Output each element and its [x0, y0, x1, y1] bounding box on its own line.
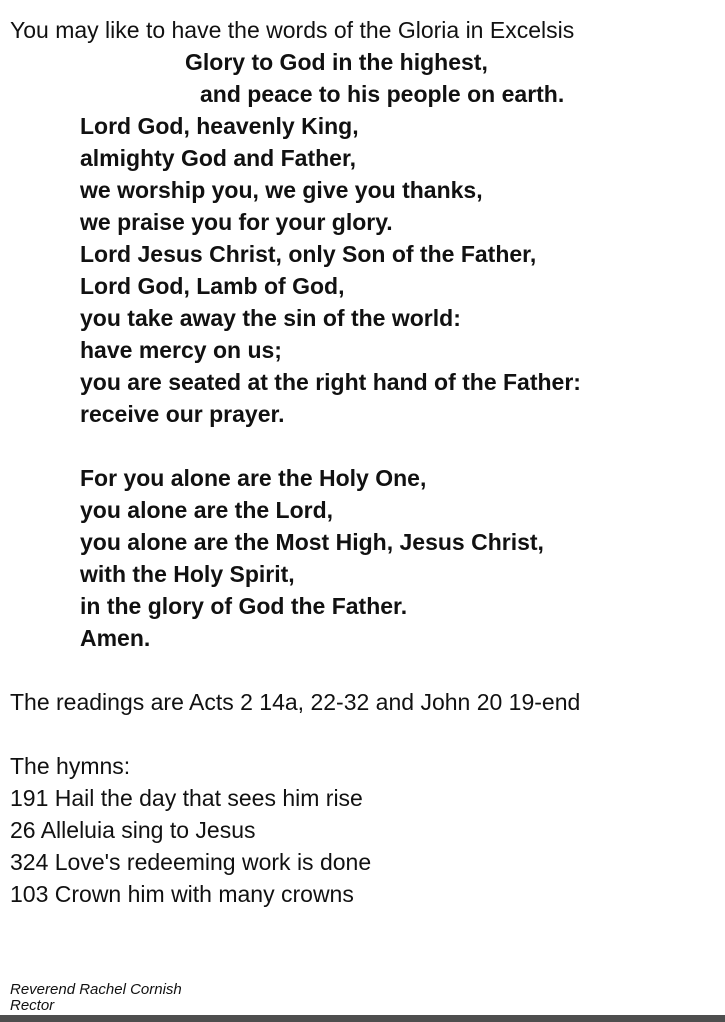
gloria-stanza1-line-5: Lord Jesus Christ, only Son of the Father, [80, 241, 537, 267]
hymn-line [10, 878, 725, 910]
gloria-stanza1-line-2: almighty God and Father, [80, 145, 357, 171]
hymn-title: Crown him with many crowns [54, 881, 354, 907]
hymn-title: Hail the day that sees him rise [54, 785, 363, 811]
hymns-heading: The hymns: [10, 753, 131, 779]
signature-name: Reverend Rachel Cornish [10, 981, 182, 998]
hymn-line [10, 814, 725, 846]
gloria-stanza1-line-9: you are seated at the right hand of the Father: [80, 369, 581, 395]
gloria-centered-line-1: Glory to God in the highest, [185, 49, 488, 75]
hymn-number: 191 [10, 785, 49, 811]
hymn-title: Love's redeeming work is done [54, 849, 372, 875]
gloria-stanza1-line-7: you take away the sin of the world: [80, 305, 461, 331]
signature-role: Rector [10, 997, 55, 1014]
hymn-number: 26 [10, 817, 36, 843]
gloria-stanza1-line-6: Lord God, Lamb of God, [80, 273, 345, 299]
gloria-stanza1-line-8: have mercy on us; [80, 337, 282, 363]
hymn-line [10, 782, 725, 814]
gloria-stanza2-line-6: Amen. [80, 625, 151, 651]
bottom-edge-bar [0, 1015, 725, 1022]
gloria-stanza2-line-1: For you alone are the Holy One, [80, 465, 427, 491]
hymn-number: 324 [10, 849, 49, 875]
gloria-stanza2-line-4: with the Holy Spirit, [80, 561, 295, 587]
readings-line: The readings are Acts 2 14a, 22-32 and John 20 19-end [10, 689, 581, 715]
gloria-stanza2-line-3: you alone are the Most High, Jesus Christ, [80, 529, 544, 555]
gloria-stanza1-line-3: we worship you, we give you thanks, [80, 177, 483, 203]
hymn-title: Alleluia sing to Jesus [40, 817, 256, 843]
gloria-stanza1-line-4: we praise you for your glory. [80, 209, 393, 235]
hymn-number: 103 [10, 881, 49, 907]
blank-line [10, 654, 725, 686]
gloria-stanza2-line-5: in the glory of God the Father. [80, 593, 408, 619]
intro-line: You may like to have the words of the Gloria in Excelsis [10, 17, 575, 43]
hymn-line [10, 846, 725, 878]
gloria-centered-line-2: and peace to his people on earth. [200, 81, 565, 107]
gloria-stanza1-line-1: Lord God, heavenly King, [80, 113, 359, 139]
gloria-stanza1-line-10: receive our prayer. [80, 401, 285, 427]
blank-line [10, 718, 725, 750]
gloria-stanza2-line-2: you alone are the Lord, [80, 497, 334, 523]
signature-block [10, 982, 725, 1014]
blank-line [10, 430, 725, 462]
